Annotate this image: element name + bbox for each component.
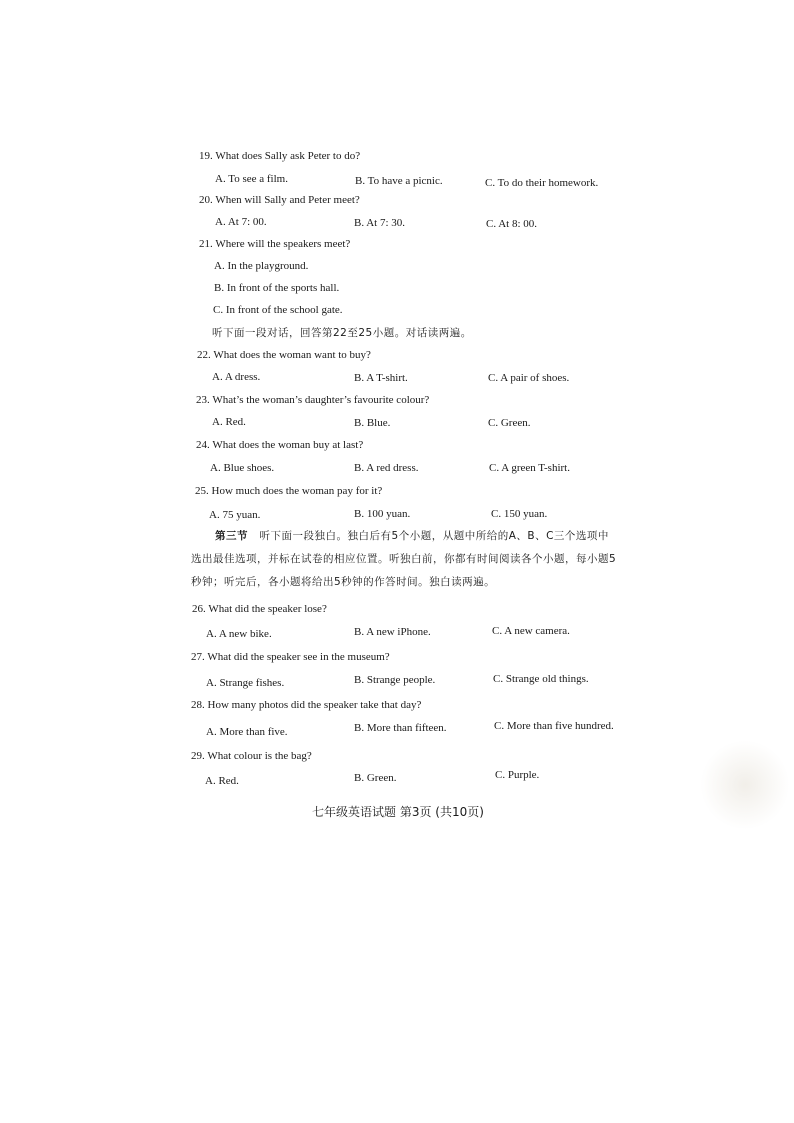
option-22-c: C. A pair of shoes. [488, 372, 570, 384]
question-text: How much does the woman pay for it? [211, 485, 383, 497]
option-24-c: C. A green T-shirt. [489, 462, 570, 474]
question-number: 19. [199, 150, 213, 162]
option-29-a: A. Red. [205, 775, 239, 787]
question-number: 20. [199, 194, 213, 206]
option-20-a: A. At 7: 00. [215, 216, 267, 228]
section3-text-1: 听下面一段独白。独白后有5个小题，从题中所给的A、B、C三个选项中 [259, 530, 609, 542]
question-23 [196, 393, 429, 407]
question-text: What did the speaker lose? [208, 603, 327, 615]
option-19-b: B. To have a picnic. [355, 175, 443, 187]
question-text: How many photos did the speaker take that day? [207, 699, 422, 711]
question-number: 29. [191, 750, 205, 762]
option-22-b: B. A T-shirt. [354, 372, 408, 384]
question-text: When will Sally and Peter meet? [215, 194, 360, 206]
option-21-b: B. In front of the sports hall. [214, 282, 340, 294]
option-27-b: B. Strange people. [354, 674, 436, 686]
question-text: Where will the speakers meet? [215, 238, 351, 250]
question-number: 25. [195, 485, 209, 497]
question-text: What does the woman buy at last? [212, 439, 364, 451]
question-27 [191, 650, 390, 664]
dialogue-instruction: 听下面一段对话，回答第22至25小题。对话读两遍。 [212, 327, 472, 339]
question-text: What’s the woman’s daughter’s favourite colour? [212, 394, 430, 406]
scan-stain [700, 740, 790, 830]
question-25 [195, 484, 382, 498]
page-footer: 七年级英语试题 第3页 (共10页) [312, 805, 484, 819]
section3-line2: 选出最佳选项，并标在试卷的相应位置。听独白前，你都有时间阅读各个小题，每小题5 [191, 553, 617, 565]
option-25-b: B. 100 yuan. [354, 508, 411, 520]
question-text: What colour is the bag? [207, 750, 312, 762]
option-21-c: C. In front of the school gate. [213, 304, 343, 316]
question-number: 26. [192, 603, 206, 615]
option-20-c: C. At 8: 00. [486, 218, 538, 230]
option-25-a: A. 75 yuan. [209, 509, 261, 521]
option-23-c: C. Green. [488, 417, 531, 429]
section3-line3: 秒钟；听完后，各小题将给出5秒钟的作答时间。独白读两遍。 [191, 576, 496, 588]
question-text: What did the speaker see in the museum? [207, 651, 390, 663]
question-number: 28. [191, 699, 205, 711]
option-22-a: A. A dress. [212, 371, 261, 383]
question-number: 22. [197, 349, 211, 361]
option-19-c: C. To do their homework. [485, 177, 599, 189]
question-26 [192, 602, 327, 616]
question-text: What does the woman want to buy? [213, 349, 371, 361]
option-23-b: B. Blue. [354, 417, 391, 429]
question-22 [197, 348, 371, 362]
option-19-a: A. To see a film. [215, 173, 288, 185]
option-27-a: A. Strange fishes. [206, 677, 285, 689]
option-21-a: A. In the playground. [214, 260, 309, 272]
question-number: 27. [191, 651, 205, 663]
question-20 [199, 193, 360, 207]
option-24-a: A. Blue shoes. [210, 462, 275, 474]
question-24 [196, 438, 363, 452]
section3-line1 [215, 529, 609, 543]
option-28-c: C. More than five hundred. [494, 720, 614, 732]
option-20-b: B. At 7: 30. [354, 217, 406, 229]
option-24-b: B. A red dress. [354, 462, 419, 474]
question-number: 23. [196, 394, 210, 406]
question-number: 24. [196, 439, 210, 451]
option-26-a: A. A new bike. [206, 628, 272, 640]
question-text: What does Sally ask Peter to do? [215, 150, 361, 162]
question-21 [199, 237, 350, 251]
option-23-a: A. Red. [212, 416, 246, 428]
question-19 [199, 149, 360, 163]
question-28 [191, 698, 421, 712]
option-29-c: C. Purple. [495, 769, 540, 781]
option-26-b: B. A new iPhone. [354, 626, 431, 638]
option-27-c: C. Strange old things. [493, 673, 589, 685]
option-26-c: C. A new camera. [492, 625, 570, 637]
option-25-c: C. 150 yuan. [491, 508, 548, 520]
question-29 [191, 749, 312, 763]
option-29-b: B. Green. [354, 772, 397, 784]
option-28-b: B. More than fifteen. [354, 722, 447, 734]
option-28-a: A. More than five. [206, 726, 288, 738]
section3-title: 第三节 [215, 530, 248, 542]
question-number: 21. [199, 238, 213, 250]
